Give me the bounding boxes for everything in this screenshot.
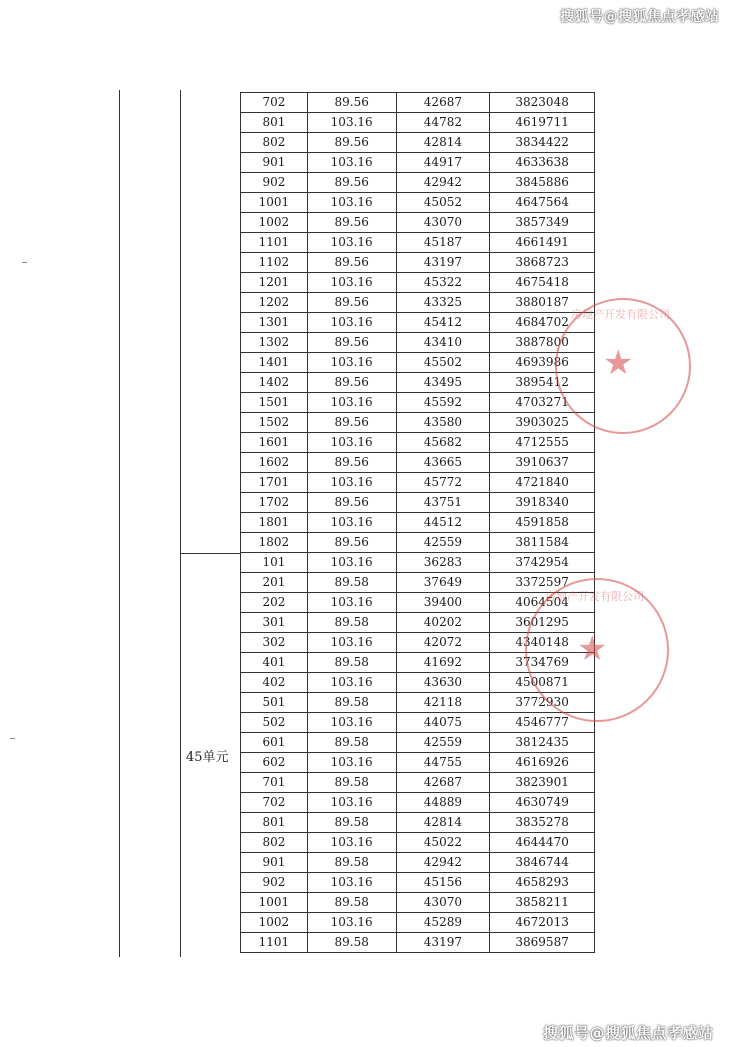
total-price-cell: 4616926 — [490, 753, 595, 773]
room-number-cell: 1302 — [241, 333, 308, 353]
area-cell: 89.58 — [307, 733, 396, 753]
room-number-cell: 502 — [241, 713, 308, 733]
table-outer-left-border — [119, 90, 120, 957]
area-cell: 89.56 — [307, 333, 396, 353]
total-price-cell: 3918340 — [490, 493, 595, 513]
area-cell: 103.16 — [307, 553, 396, 573]
room-number-cell: 902 — [241, 173, 308, 193]
area-cell: 103.16 — [307, 473, 396, 493]
unit-price-cell: 45322 — [396, 273, 490, 293]
total-price-cell: 4500871 — [490, 673, 595, 693]
area-cell: 103.16 — [307, 393, 396, 413]
unit-price-cell: 42687 — [396, 773, 490, 793]
area-cell: 89.58 — [307, 853, 396, 873]
total-price-cell: 3858211 — [490, 893, 595, 913]
room-number-cell: 1402 — [241, 373, 308, 393]
room-number-cell: 1301 — [241, 313, 308, 333]
unit-price-cell: 45052 — [396, 193, 490, 213]
total-price-cell: 3772930 — [490, 693, 595, 713]
area-cell: 103.16 — [307, 313, 396, 333]
table-row — [241, 233, 595, 253]
unit-price-cell: 42942 — [396, 853, 490, 873]
room-number-cell: 1501 — [241, 393, 308, 413]
total-price-cell: 4064504 — [490, 593, 595, 613]
table-row — [241, 873, 595, 893]
unit-price-cell: 42942 — [396, 173, 490, 193]
area-cell: 89.56 — [307, 133, 396, 153]
area-cell: 89.56 — [307, 453, 396, 473]
unit-price-cell: 37649 — [396, 573, 490, 593]
room-number-cell: 1002 — [241, 213, 308, 233]
table-row — [241, 793, 595, 813]
table-row — [241, 153, 595, 173]
room-number-cell: 801 — [241, 813, 308, 833]
room-number-cell: 1401 — [241, 353, 308, 373]
room-number-cell: 702 — [241, 793, 308, 813]
unit-price-cell: 43197 — [396, 253, 490, 273]
room-number-cell: 601 — [241, 733, 308, 753]
room-number-cell: 802 — [241, 833, 308, 853]
unit-price-cell: 44889 — [396, 793, 490, 813]
unit-price-cell: 45412 — [396, 313, 490, 333]
table-row — [241, 853, 595, 873]
area-cell: 89.56 — [307, 373, 396, 393]
unit-price-cell: 45156 — [396, 873, 490, 893]
total-price-cell: 4647564 — [490, 193, 595, 213]
table-row — [241, 533, 595, 553]
unit-price-cell: 44917 — [396, 153, 490, 173]
table-row — [241, 833, 595, 853]
area-cell: 89.58 — [307, 573, 396, 593]
room-number-cell: 701 — [241, 773, 308, 793]
table-row — [241, 933, 595, 953]
table-row — [241, 173, 595, 193]
room-number-cell: 302 — [241, 633, 308, 653]
total-price-cell: 4591858 — [490, 513, 595, 533]
area-cell: 103.16 — [307, 873, 396, 893]
table-row — [241, 353, 595, 373]
total-price-cell: 3887800 — [490, 333, 595, 353]
unit-price-cell: 45592 — [396, 393, 490, 413]
total-price-cell: 3880187 — [490, 293, 595, 313]
seal-star-icon: ★ — [577, 629, 608, 669]
total-price-cell: 3857349 — [490, 213, 595, 233]
unit-price-cell: 43070 — [396, 893, 490, 913]
area-cell: 89.58 — [307, 933, 396, 953]
area-cell: 89.58 — [307, 613, 396, 633]
table-row — [241, 393, 595, 413]
room-number-cell: 1001 — [241, 893, 308, 913]
total-price-cell: 3372597 — [490, 573, 595, 593]
total-price-cell: 3823048 — [490, 93, 595, 113]
unit-price-cell: 41692 — [396, 653, 490, 673]
company-seal-upper — [555, 298, 691, 434]
total-price-cell: 4684702 — [490, 313, 595, 333]
room-number-cell: 602 — [241, 753, 308, 773]
unit-price-cell: 43665 — [396, 453, 490, 473]
table-row — [241, 753, 595, 773]
room-number-cell: 1702 — [241, 493, 308, 513]
total-price-cell: 4721840 — [490, 473, 595, 493]
unit-price-cell: 44782 — [396, 113, 490, 133]
unit-price-cell: 43070 — [396, 213, 490, 233]
unit-price-cell: 42559 — [396, 533, 490, 553]
total-price-cell: 3910637 — [490, 453, 595, 473]
table-row — [241, 893, 595, 913]
table-row — [241, 313, 595, 333]
price-table — [240, 92, 595, 953]
watermark-bottom: 搜狐号@搜狐焦点孝感站 — [543, 1024, 714, 1042]
room-number-cell: 401 — [241, 653, 308, 673]
unit-price-cell: 42814 — [396, 813, 490, 833]
watermark-top: 搜狐号@搜狐焦点孝感站 — [560, 9, 720, 25]
room-number-cell: 801 — [241, 113, 308, 133]
room-number-cell: 1101 — [241, 233, 308, 253]
table-row — [241, 93, 595, 113]
area-cell: 103.16 — [307, 193, 396, 213]
unit-price-cell: 45772 — [396, 473, 490, 493]
unit-price-cell: 44755 — [396, 753, 490, 773]
total-price-cell: 4712555 — [490, 433, 595, 453]
room-number-cell: 301 — [241, 613, 308, 633]
total-price-cell: 3812435 — [490, 733, 595, 753]
area-cell: 103.16 — [307, 593, 396, 613]
table-row — [241, 213, 595, 233]
total-price-cell: 4658293 — [490, 873, 595, 893]
unit-price-cell: 43630 — [396, 673, 490, 693]
room-number-cell: 1001 — [241, 193, 308, 213]
total-price-cell: 4675418 — [490, 273, 595, 293]
room-number-cell: 1602 — [241, 453, 308, 473]
table-row — [241, 373, 595, 393]
area-cell: 89.56 — [307, 413, 396, 433]
room-number-cell: 901 — [241, 153, 308, 173]
room-number-cell: 902 — [241, 873, 308, 893]
table-row — [241, 333, 595, 353]
unit-price-cell: 42559 — [396, 733, 490, 753]
room-number-cell: 1102 — [241, 253, 308, 273]
room-number-cell: 201 — [241, 573, 308, 593]
table-row — [241, 293, 595, 313]
room-number-cell: 1801 — [241, 513, 308, 533]
table-row — [241, 453, 595, 473]
unit-price-cell: 42072 — [396, 633, 490, 653]
total-price-cell: 4619711 — [490, 113, 595, 133]
table-row — [241, 713, 595, 733]
scan-mark — [10, 738, 15, 739]
area-cell: 103.16 — [307, 433, 396, 453]
unit-price-cell: 43580 — [396, 413, 490, 433]
area-cell: 89.56 — [307, 213, 396, 233]
seal-text-upper: 房地产开发有限公司 — [571, 308, 670, 321]
total-price-cell: 4340148 — [490, 633, 595, 653]
unit-price-cell: 43410 — [396, 333, 490, 353]
seal-text-lower: 房地产开发有限公司 — [545, 590, 644, 603]
area-cell: 103.16 — [307, 673, 396, 693]
area-cell: 89.56 — [307, 93, 396, 113]
table-row — [241, 253, 595, 273]
table-row — [241, 273, 595, 293]
room-number-cell: 802 — [241, 133, 308, 153]
area-cell: 89.58 — [307, 653, 396, 673]
area-cell: 89.56 — [307, 253, 396, 273]
table-row — [241, 193, 595, 213]
unit-price-cell: 40202 — [396, 613, 490, 633]
area-cell: 89.56 — [307, 293, 396, 313]
total-price-cell: 3834422 — [490, 133, 595, 153]
total-price-cell: 3895412 — [490, 373, 595, 393]
unit-price-cell: 43495 — [396, 373, 490, 393]
room-number-cell: 402 — [241, 673, 308, 693]
area-cell: 89.58 — [307, 773, 396, 793]
unit-price-cell: 44512 — [396, 513, 490, 533]
table-row — [241, 133, 595, 153]
total-price-cell: 4672013 — [490, 913, 595, 933]
table-row — [241, 813, 595, 833]
total-price-cell: 4693986 — [490, 353, 595, 373]
unit-price-cell: 44075 — [396, 713, 490, 733]
area-cell: 103.16 — [307, 793, 396, 813]
table-unit-column-border — [180, 90, 181, 957]
total-price-cell: 3846744 — [490, 853, 595, 873]
unit-price-cell: 36283 — [396, 553, 490, 573]
area-cell: 103.16 — [307, 753, 396, 773]
room-number-cell: 1802 — [241, 533, 308, 553]
room-number-cell: 1202 — [241, 293, 308, 313]
total-price-cell: 3835278 — [490, 813, 595, 833]
table-row — [241, 573, 595, 593]
total-price-cell: 3742954 — [490, 553, 595, 573]
unit-price-cell: 43197 — [396, 933, 490, 953]
area-cell: 89.58 — [307, 813, 396, 833]
unit-price-cell: 45022 — [396, 833, 490, 853]
area-cell: 103.16 — [307, 273, 396, 293]
seal-star-icon: ★ — [603, 343, 634, 383]
table-row — [241, 773, 595, 793]
area-cell: 103.16 — [307, 633, 396, 653]
area-cell: 89.56 — [307, 493, 396, 513]
area-cell: 89.58 — [307, 893, 396, 913]
room-number-cell: 702 — [241, 93, 308, 113]
unit-price-cell: 39400 — [396, 593, 490, 613]
total-price-cell: 3601295 — [490, 613, 595, 633]
scan-mark — [22, 262, 27, 263]
room-number-cell: 101 — [241, 553, 308, 573]
total-price-cell: 3869587 — [490, 933, 595, 953]
room-number-cell: 1201 — [241, 273, 308, 293]
area-cell: 103.16 — [307, 913, 396, 933]
total-price-cell: 4644470 — [490, 833, 595, 853]
total-price-cell: 4703271 — [490, 393, 595, 413]
area-cell: 103.16 — [307, 233, 396, 253]
table-row — [241, 473, 595, 493]
room-number-cell: 1601 — [241, 433, 308, 453]
total-price-cell: 4661491 — [490, 233, 595, 253]
room-number-cell: 501 — [241, 693, 308, 713]
total-price-cell: 3903025 — [490, 413, 595, 433]
unit-separator-line — [180, 553, 240, 554]
total-price-cell: 3811584 — [490, 533, 595, 553]
area-cell: 89.56 — [307, 173, 396, 193]
table-row — [241, 733, 595, 753]
unit-price-cell: 45289 — [396, 913, 490, 933]
company-seal-lower — [525, 578, 669, 722]
table-row — [241, 513, 595, 533]
total-price-cell: 4546777 — [490, 713, 595, 733]
table-row — [241, 113, 595, 133]
total-price-cell: 4630749 — [490, 793, 595, 813]
total-price-cell: 3823901 — [490, 773, 595, 793]
area-cell: 103.16 — [307, 713, 396, 733]
unit-price-cell: 42814 — [396, 133, 490, 153]
area-cell: 89.56 — [307, 533, 396, 553]
area-cell: 89.58 — [307, 693, 396, 713]
total-price-cell: 4633638 — [490, 153, 595, 173]
table-row — [241, 553, 595, 573]
unit-label: 45单元 — [186, 750, 229, 765]
unit-price-cell: 43751 — [396, 493, 490, 513]
area-cell: 103.16 — [307, 833, 396, 853]
area-cell: 103.16 — [307, 353, 396, 373]
room-number-cell: 1701 — [241, 473, 308, 493]
total-price-cell: 3868723 — [490, 253, 595, 273]
unit-price-cell: 45682 — [396, 433, 490, 453]
unit-price-cell: 45502 — [396, 353, 490, 373]
room-number-cell: 1502 — [241, 413, 308, 433]
area-cell: 103.16 — [307, 513, 396, 533]
unit-price-cell: 42687 — [396, 93, 490, 113]
room-number-cell: 1101 — [241, 933, 308, 953]
room-number-cell: 1002 — [241, 913, 308, 933]
unit-price-cell: 45187 — [396, 233, 490, 253]
total-price-cell: 3734769 — [490, 653, 595, 673]
table-row — [241, 913, 595, 933]
room-number-cell: 901 — [241, 853, 308, 873]
area-cell: 103.16 — [307, 113, 396, 133]
room-number-cell: 202 — [241, 593, 308, 613]
table-row — [241, 493, 595, 513]
total-price-cell: 3845886 — [490, 173, 595, 193]
unit-price-cell: 42118 — [396, 693, 490, 713]
table-row — [241, 413, 595, 433]
table-row — [241, 433, 595, 453]
area-cell: 103.16 — [307, 153, 396, 173]
unit-price-cell: 43325 — [396, 293, 490, 313]
